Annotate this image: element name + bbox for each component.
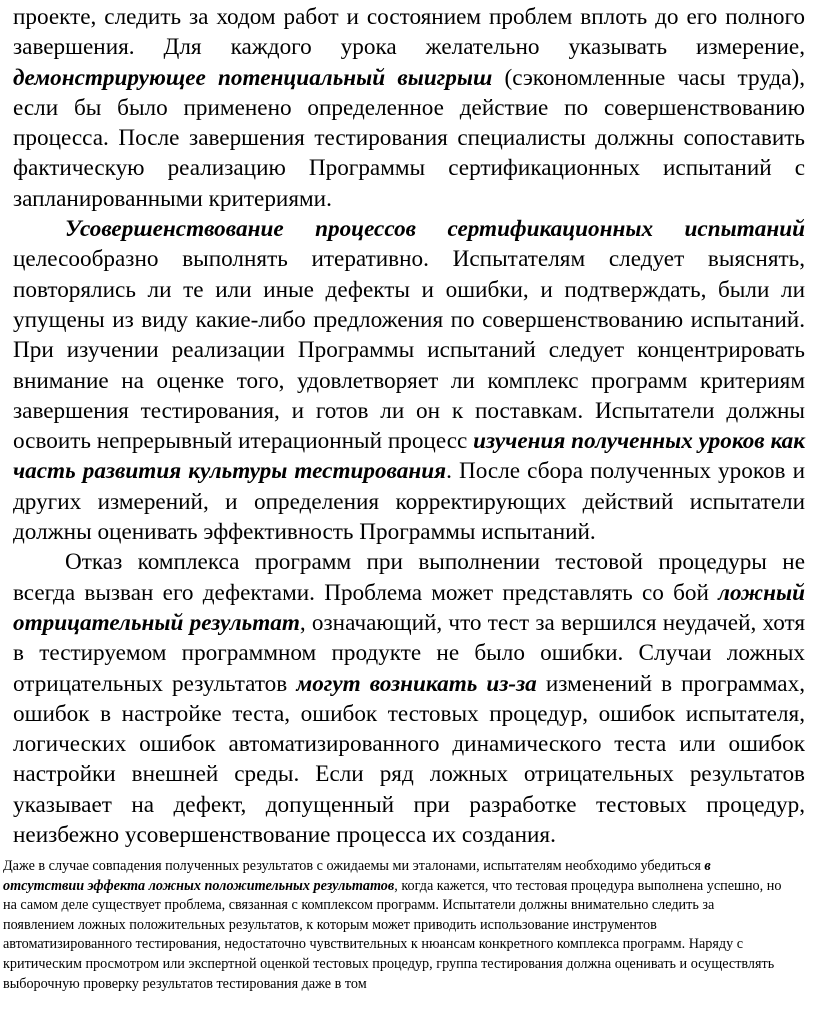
paragraph-1 — [13, 2, 805, 214]
paragraph-1-emphasis-1: демонстрирующее потенциальный выигрыш — [13, 64, 493, 91]
paragraph-4-text-2: , когда кажется, что тестовая процедура выполнена успешно, но на самом деле существует проблема, связанная с комплексом программ. Испытатели должны внимательно следить за появлением ложных положительных результатов, к которым может приводить использование инструментов автоматизированного тестирования, недостаточно чувствительных к нюансам конкретного комплекса программ. Наряду с критическим просмотром или экспертной оценкой тестовых процедур, группа тестирования должна оценивать и осуществлять выборочную проверку результатов тестирования даже в том — [3, 877, 782, 992]
paragraph-1-text-2: (сэкономленные часы труда), если бы было применено определенное действие по совершенствованию процесса. После завершения тестирования специалисты должны сопоставить фактическую реализацию Программы сертификационных испытаний с запланированными критериями. — [13, 64, 805, 212]
paragraph-3-text-2: , означающий, что тест за вершился неудачей, хотя в тестируемом программном продукте не было ошибки. Случаи ложных отрицательных результатов — [13, 609, 805, 697]
small-paragraph — [3, 857, 787, 994]
paragraph-4-text-1: Даже в случае совпадения полученных результатов с ожидаемы ми эталонами, испытателям необходимо убедиться — [3, 858, 705, 874]
paragraph-2-text-2: . После сбора полученных уроков и других измерений, и определения корректирующих действий испытатели должны оценивать эффективность Программы испытаний. — [13, 458, 805, 546]
paragraph-2 — [13, 214, 805, 547]
paragraph-2-emphasis-1: Усовершенствование процессов сертификационных испытаний — [65, 216, 805, 243]
paragraph-3-text-1: Отказ комплекса программ при выполнении тестовой процедуры не всегда вызван его дефектами. Проблема может представлять со бой — [13, 549, 805, 606]
paragraph-4-emphasis-1: в отсутствии эффекта ложных положительных результатов — [3, 858, 711, 894]
paragraph-3 — [13, 547, 805, 850]
paragraph-3-emphasis-1: ложный отрицательный результат — [13, 579, 805, 636]
paragraph-1-text-1: проекте, следить за ходом работ и состоянием проблем вплоть до его полного завершения. Для каждого урока желательно указывать измерение, — [13, 4, 805, 61]
paragraph-3-text-3: изменений в программах, ошибок в настройке теста, ошибок тестовых процедур, ошибок испытателя, логических ошибок автоматизированного динамического теста или ошибок настройки внешней среды. Если ряд ложных отрицательных результатов указывает на дефект, допущенный при разработке тестовых процедур, неизбежно усовершенствование процесса их создания. — [13, 670, 805, 849]
paragraph-2-emphasis-2: изучения полученных уроков как часть развития культуры тестирования — [13, 428, 805, 485]
main-text — [13, 2, 805, 850]
paragraph-3-emphasis-2: могут возникать из-за — [296, 670, 537, 697]
paragraph-2-text-1: целесообразно выполнять итеративно. Испытателям следует выяснять, повторялись ли те или иные дефекты и ошибки, и подтверждать, были ли упущены из виду какие-либо предложения по совершенствованию испытаний. При изучении реализации Программы испытаний следует концентрировать внимание на оценке того, удовлетворяет ли комплекс программ критериям завершения тестирования, и готов ли он к поставкам. Испытатели должны освоить непрерывный итерационный процесс — [13, 246, 805, 455]
